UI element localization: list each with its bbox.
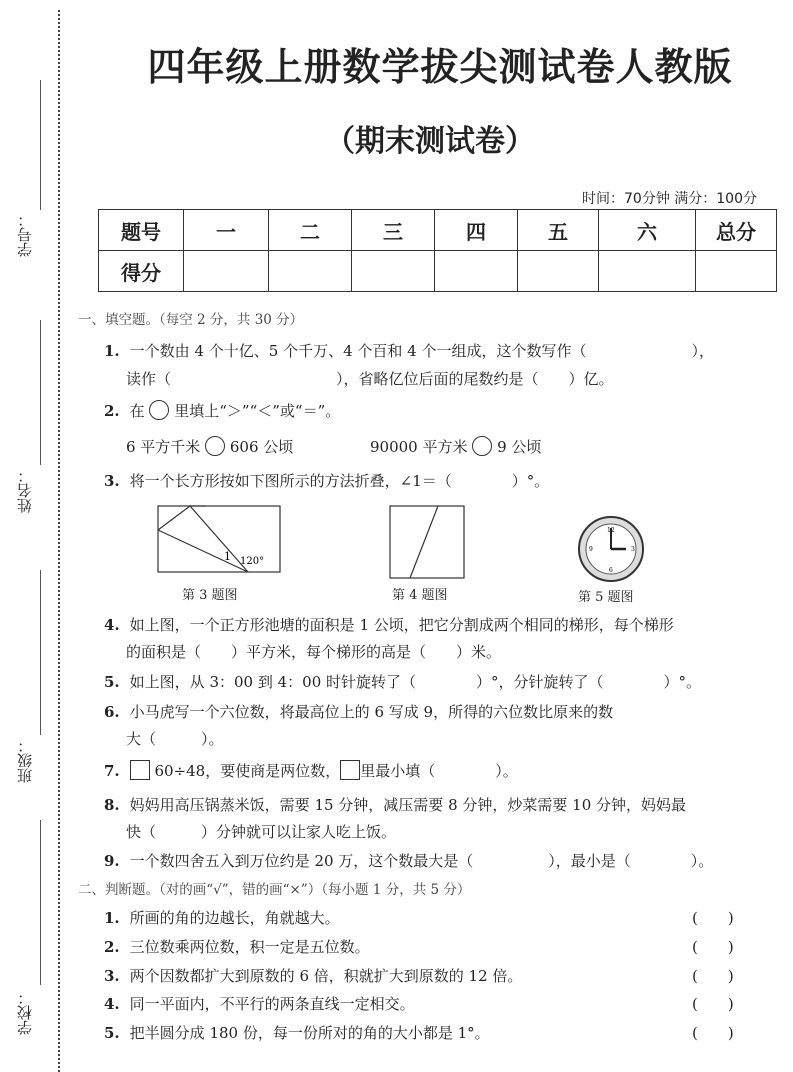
school-blank-line [40,820,41,985]
score-cell[interactable] [352,251,435,292]
fig5-clock-icon [576,514,646,584]
svg-text:6: 6 [609,567,613,574]
question-text: 如上图，一个正方形池塘的面积是 1 公顷，把它分割成两个相同的梯形，每个梯形 [129,616,674,634]
score-table [98,209,777,292]
row-label-cell: 得分 [99,251,184,292]
question-number: 3. [104,472,120,490]
page-title: 四年级上册数学拔尖测试卷人教版 [147,45,733,89]
answer-paren[interactable]: ( ) [692,1024,734,1042]
id-blank-line [40,80,41,210]
name-blank-line [40,320,41,465]
svg-text:12: 12 [607,527,615,534]
question-text: 三位数乘两位数，积一定是五位数。 [129,938,370,956]
judge-item-5 [104,1022,490,1043]
question-text: 小马虎写一个六位数，将最高位上的 6 写成 9，所得的六位数比原来的数 [129,703,614,721]
judge-item-4 [104,993,415,1014]
fig3-folded-rectangle [150,500,290,582]
header-cell: 四 [435,210,518,251]
section2-heading: 二、判断题。（对的画“√”，错的画“×”）（每小题 1 分，共 5 分） [78,882,471,898]
binding-dotted-line [58,10,60,1072]
question-text: 同一平面内，不平行的两条直线一定相交。 [129,995,415,1013]
question-number: 1. [104,342,120,360]
question-text: 60÷48，要使商是两位数， [154,762,341,780]
question-number: 2. [104,402,120,420]
time-info: 时间：70分钟 满分：100分 [582,191,757,207]
question-number: 6. [104,703,120,721]
fig4-caption: 第 4 题图 [392,588,448,603]
question-4-line1 [104,614,674,635]
question-2 [104,400,340,421]
name-label: 姓名： [16,468,34,513]
question-text: 把半圆分成 180 份，每一份所对的角的大小都是 1°。 [129,1024,490,1042]
question-9 [104,850,713,871]
question-text: 妈妈用高压锅蒸米饭，需要 15 分钟，减压需要 8 分钟，炒菜需要 10 分钟，妈妈最 [129,796,687,814]
score-cell[interactable] [599,251,696,292]
answer-paren[interactable]: ( ) [692,995,734,1013]
student-id-label: 学号： [16,212,34,257]
answer-paren[interactable]: ( ) [692,909,734,927]
fig3-angle1-label: 1 [224,550,231,563]
compare-circle-icon [149,400,169,420]
question-text: 里填上“＞”“＜”或“＝”。 [174,402,341,420]
fig4-square-pond [386,502,468,580]
question-text: 一个数由 4 个十亿、5 个千万、4 个百和 4 个一组成，这个数写作（ ）， [129,342,714,360]
header-cell: 二 [269,210,352,251]
compare-right: 606 公顷 [229,438,294,456]
fig5-caption: 第 5 题图 [578,590,634,605]
question-number: 5. [104,673,120,691]
header-cell: 总分 [696,210,777,251]
question-number: 9. [104,852,120,870]
question-text: 一个数四舍五入到万位约是 20 万，这个数最大是（ ），最小是（ ）。 [129,852,714,870]
compare-left: 90000 平方米 [370,438,468,456]
question-1-line2: 读作（ ），省略亿位后面的尾数约是（ ）亿。 [126,370,614,388]
question-number: 2. [104,938,120,956]
header-cell: 五 [518,210,599,251]
question-number: 5. [104,1024,120,1042]
blank-square-icon[interactable] [130,760,150,780]
header-cell: 六 [599,210,696,251]
question-8-line1 [104,794,686,815]
answer-paren[interactable]: ( ) [692,938,734,956]
compare-left: 6 平方千米 [126,438,201,456]
score-cell[interactable] [696,251,777,292]
question-text: 在 [129,402,145,420]
score-table-header-row [99,210,777,251]
score-table-score-row [99,251,777,292]
question-text: 两个因数都扩大到原数的 6 倍，积就扩大到原数的 12 倍。 [129,967,523,985]
question-number: 8. [104,796,120,814]
question-number: 4. [104,995,120,1013]
judge-item-1 [104,907,340,928]
answer-paren[interactable]: ( ) [692,967,734,985]
school-label: 学校： [16,990,34,1035]
question-number: 1. [104,909,120,927]
question-7 [104,760,518,781]
question-2-part-b [370,436,541,457]
svg-text:9: 9 [589,546,593,553]
question-text: 如上图，从 3：00 到 4：00 时针旋转了（ ）°，分针旋转了（ ）°。 [129,673,702,691]
question-6-line2: 大（ ）。 [126,730,224,748]
question-8-line2: 快（ ）分钟就可以让家人吃上饭。 [126,823,397,841]
question-number: 3. [104,967,120,985]
question-6-line1 [104,701,613,722]
question-2-part-a [126,436,293,457]
section1-heading: 一、填空题。（每空 2 分，共 30 分） [78,312,304,328]
question-number: 7. [104,762,120,780]
compare-circle-icon[interactable] [472,436,492,456]
fig3-angle120-label: 120° [240,556,265,567]
header-cell: 题号 [99,210,184,251]
question-text: 所画的角的边越长，角就越大。 [129,909,340,927]
question-3 [104,470,549,491]
header-cell: 三 [352,210,435,251]
svg-text:3: 3 [631,546,635,553]
question-number: 4. [104,616,120,634]
score-cell[interactable] [518,251,599,292]
fig3-caption: 第 3 题图 [182,588,238,603]
question-text: 里最小填（ ）。 [360,762,518,780]
question-4-line2: 的面积是（ ）平方米，每个梯形的高是（ ）米。 [126,643,502,661]
question-1-line1 [104,340,714,361]
question-5 [104,671,701,692]
judge-item-2 [104,936,370,957]
compare-circle-icon[interactable] [205,436,225,456]
score-cell[interactable] [435,251,518,292]
compare-right: 9 公顷 [497,438,542,456]
class-label: 班级： [16,738,34,783]
score-cell[interactable] [269,251,352,292]
page-subtitle: （期末测试卷） [325,124,535,159]
class-blank-line [40,570,41,735]
header-cell: 一 [184,210,269,251]
score-cell[interactable] [184,251,269,292]
blank-square-icon[interactable] [340,760,360,780]
judge-item-3 [104,965,522,986]
question-text: 将一个长方形按如下图所示的方法折叠，∠1＝（ ）°。 [129,472,550,490]
